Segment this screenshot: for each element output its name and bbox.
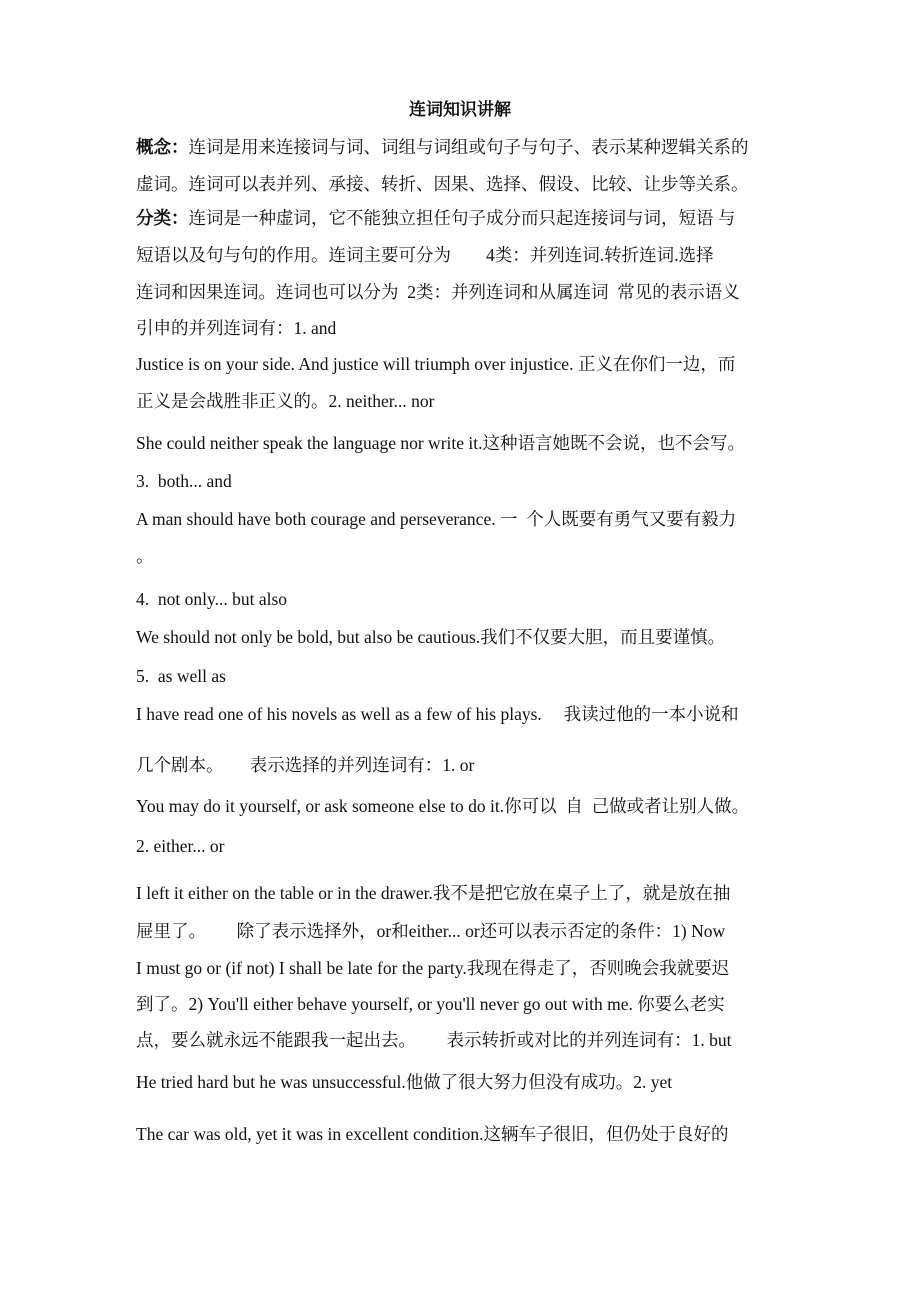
classification-paragraph-line bbox=[136, 207, 735, 229]
text-line: 连词是用来连接词与词、词组与词组或句子与句子、表示某种逻辑关系的 bbox=[188, 137, 749, 157]
text-line: I have read one of his novels as well as a few of his plays. 我读过他的一本小说和 bbox=[136, 704, 739, 724]
text-line: You may do it yourself, or ask someone else to do it.你可以 自 己做或者让别人做。 bbox=[136, 796, 750, 816]
text-line: We should not only be bold, but also be cautious.我们不仅要大胆，而且要谨慎。 bbox=[136, 627, 726, 647]
text-line: 虚词。连词可以表并列、承接、转折、因果、选择、假设、比较、让步等关系。 bbox=[136, 174, 749, 194]
text-line: 4. not only... but also bbox=[136, 589, 288, 609]
text-line: 引申的并列连词有：1. and bbox=[136, 318, 337, 338]
concept-label: 概念： bbox=[136, 137, 189, 157]
text-line: I left it either on the table or in the drawer.我不是把它放在桌子上了，就是放在抽 bbox=[136, 883, 731, 903]
text-line: 连词和因果连词。连词也可以分为 2类：并列连词和从属连词 常见的表示语义 bbox=[136, 282, 740, 302]
text-line: He tried hard but he was unsuccessful.他做了很大努力但没有成功。2. yet bbox=[136, 1072, 673, 1092]
text-line: I must go or (if not) I shall be late for the party.我现在得走了，否则晚会我就要迟 bbox=[136, 958, 730, 978]
text-line: 短语以及句与句的作用。连词主要可分为 4类：并列连词.转折连词.选择 bbox=[136, 245, 714, 265]
text-line: 3. both... and bbox=[136, 471, 232, 491]
text-line: Justice is on your side. And justice will triumph over injustice. 正义在你们一边，而 bbox=[136, 354, 736, 374]
document-title: 连词知识讲解 bbox=[409, 100, 511, 119]
text-line: 5. as well as bbox=[136, 666, 226, 686]
text-line: 连词是一种虚词，它不能独立担任句子成分而只起连接词与词，短语 与 bbox=[188, 208, 736, 228]
text-line: A man should have both courage and perseverance. 一 个人既要有勇气又要有毅力 bbox=[136, 509, 737, 529]
text-line: She could neither speak the language nor write it.这种语言她既不会说，也不会写。 bbox=[136, 433, 745, 453]
text-line: 屉里了。 除了表示选择外，or和either... or还可以表示否定的条件：1) Now bbox=[136, 921, 726, 941]
text-line: 。 bbox=[136, 546, 154, 566]
text-line: 几个剧本。 表示选择的并列连词有：1. or bbox=[136, 755, 475, 775]
concept-paragraph-line bbox=[136, 136, 749, 158]
text-line: The car was old, yet it was in excellent condition.这辆车子很旧，但仍处于良好的 bbox=[136, 1124, 729, 1144]
text-line: 正义是会战胜非正义的。2. neither... nor bbox=[136, 391, 435, 411]
text-line: 点，要么就永远不能跟我一起出去。 表示转折或对比的并列连词有：1. but bbox=[136, 1030, 732, 1050]
classification-label: 分类： bbox=[136, 208, 189, 228]
text-line: 到了。2) You'll either behave yourself, or you'll never go out with me. 你要么老实 bbox=[136, 994, 725, 1014]
text-line: 2. either... or bbox=[136, 836, 225, 856]
